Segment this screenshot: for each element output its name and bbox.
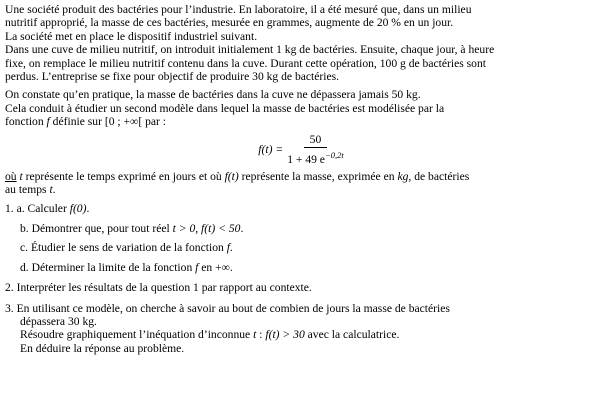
intro-line: fixe, on remplace le milieu nutritif contenu dans la cuve. Durant cette opération, 100 g de bactéries sont — [5, 56, 486, 70]
model-line: On constate qu’en pratique, la masse de bactéries dans la cuve ne dépassera jamais 50 kg. — [5, 88, 421, 102]
explanation-paragraph — [5, 170, 597, 197]
intro-paragraph — [5, 3, 597, 83]
formula-fraction — [287, 133, 344, 167]
question-1c: c. Étudier le sens de variation de la fonction f. — [20, 241, 233, 255]
question-3-line: En déduire la réponse au problème. — [20, 341, 185, 355]
question-3-line: 3. En utilisant ce modèle, on cherche à savoir au bout de combien de jours la masse de bactéries — [5, 301, 450, 315]
explanation-line: où t représente le temps exprimé en jours et où f(t) représente la masse, exprimée en kg, de bactéries — [5, 169, 470, 183]
question-3-line: dépassera 30 kg. — [20, 314, 97, 328]
question-2: 2. Interpréter les résultats de la question 1 par rapport au contexte. — [5, 281, 312, 295]
model-line: fonction f définie sur [0 ; +∞[ par : — [5, 115, 166, 129]
model-line: Cela conduit à étudier un second modèle dans lequel la masse de bactéries est modélisée par la — [5, 101, 445, 115]
formula-lhs: f(t) = — [258, 142, 284, 156]
intro-line: nutritif approprié, la masse de ces bactéries, mesurée en grammes, augmente de 20 % en un jour. — [5, 16, 454, 30]
question-1d: d. Déterminer la limite de la fonction f en +∞. — [20, 260, 233, 274]
formula-denominator: 1 + 49 $e^{-0,2t}$ — [287, 150, 344, 167]
question-1a: 1. a. Calculer f(0). — [5, 202, 90, 216]
intro-line: perdus. L’entreprise se fixe pour objectif de produire 30 kg de bactéries. — [5, 70, 340, 84]
model-paragraph — [5, 88, 597, 128]
explanation-line: au temps t. — [5, 183, 56, 197]
question-1b: b. Démontrer que, pour tout réel t > 0, f(t) < 50. — [20, 221, 244, 235]
question-3 — [5, 302, 597, 356]
intro-line: Dans une cuve de milieu nutritif, on introduit initialement 1 kg de bactéries. Ensuite, chaque jour, à heure — [5, 43, 495, 57]
question-3-line: Résoudre graphiquement l’inéquation d’inconnue t : f(t) > 30 avec la calculatrice. — [20, 328, 400, 342]
intro-line: Une société produit des bactéries pour l’industrie. En laboratoire, il a été mesuré que, dans un milieu — [5, 3, 472, 16]
intro-line: La société met en place le dispositif industriel suivant. — [5, 29, 258, 43]
model-formula — [5, 132, 597, 168]
formula-numerator: 50 — [304, 133, 328, 148]
